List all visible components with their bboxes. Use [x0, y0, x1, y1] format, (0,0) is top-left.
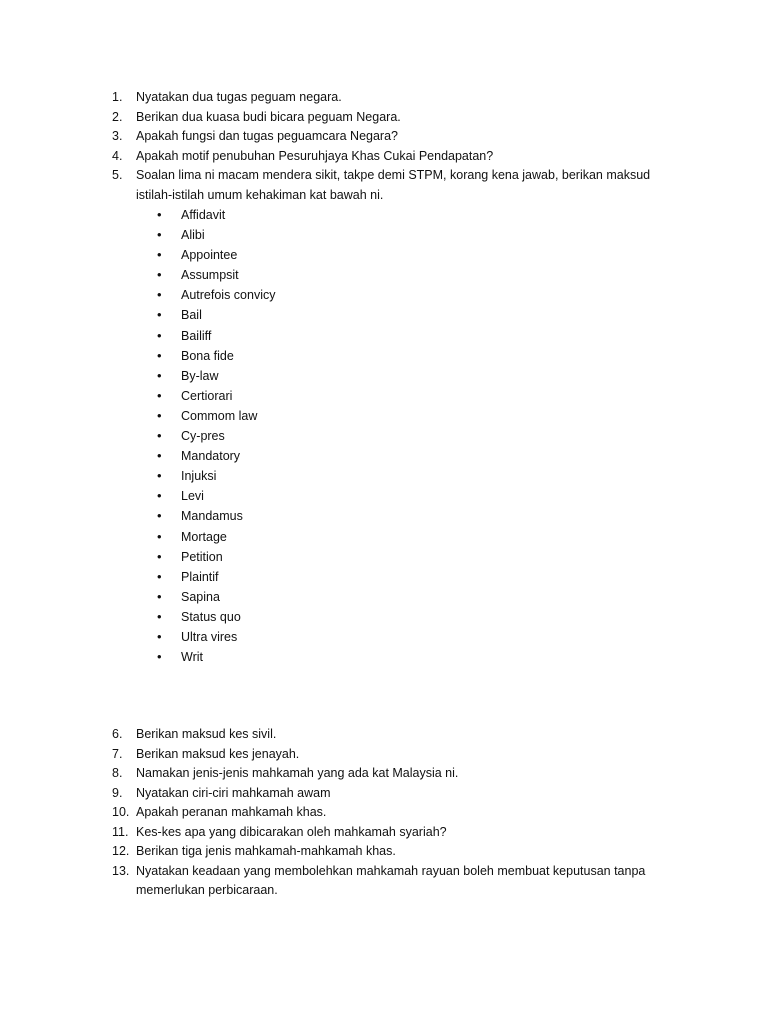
legal-term-item	[0, 607, 768, 627]
question-text: Apakah motif penubuhan Pesuruhjaya Khas Cukai Pendapatan?	[136, 148, 494, 163]
question-number: 2.	[112, 109, 123, 124]
legal-term-text: Autrefois convicy	[181, 288, 276, 303]
legal-term-text: Levi	[181, 489, 204, 504]
legal-term-text: Appointee	[181, 248, 238, 263]
question-text: Nyatakan ciri-ciri mahkamah awam	[136, 785, 331, 800]
bullet-icon: •	[157, 548, 162, 564]
bullet-icon: •	[157, 649, 162, 665]
bullet-icon: •	[157, 327, 162, 343]
bullet-icon: •	[157, 287, 162, 303]
legal-term-text: Petition	[181, 549, 223, 564]
question-item	[0, 803, 768, 823]
legal-term-item	[0, 486, 768, 506]
question-text: Berikan maksud kes sivil.	[136, 727, 277, 741]
question-text: Berikan maksud kes jenayah.	[136, 746, 300, 761]
legal-terms-list	[0, 205, 768, 667]
bullet-icon: •	[157, 407, 162, 423]
bullet-icon: •	[157, 347, 162, 363]
legal-term-text: Writ	[181, 650, 203, 665]
question-item	[0, 166, 768, 205]
legal-term-text: Sapina	[181, 589, 220, 604]
bullet-icon: •	[157, 428, 162, 444]
bullet-icon: •	[157, 247, 162, 263]
question-text: Kes-kes apa yang dibicarakan oleh mahkamah syariah?	[136, 824, 447, 839]
question-text: Berikan dua kuasa budi bicara peguam Negara.	[136, 109, 401, 124]
bullet-icon: •	[157, 608, 162, 624]
question-text: Apakah peranan mahkamah khas.	[136, 805, 327, 819]
question-item	[0, 88, 768, 108]
question-number: 10.	[112, 805, 130, 819]
legal-term-item	[0, 527, 768, 547]
question-item	[0, 745, 768, 765]
bullet-icon: •	[157, 468, 162, 484]
question-text: Soalan lima ni macam mendera sikit, takpe demi STPM, korang kena jawab, berikan maksud istilah-istilah umum kehakiman kat bawah ni.	[136, 168, 651, 202]
question-text: Nyatakan keadaan yang membolehkan mahkamah rayuan boleh membuat keputusan tanpa memerlukan perbicaraan.	[136, 863, 646, 897]
bullet-icon: •	[157, 367, 162, 383]
question-number: 5.	[112, 168, 123, 182]
question-number: 8.	[112, 766, 123, 780]
legal-term-text: Affidavit	[181, 208, 226, 222]
legal-term-item	[0, 426, 768, 446]
legal-term-item	[0, 587, 768, 607]
legal-term-item	[0, 285, 768, 305]
legal-term-text: Alibi	[181, 228, 205, 243]
legal-term-item	[0, 225, 768, 245]
bullet-icon: •	[157, 227, 162, 243]
legal-term-text: Status quo	[181, 609, 241, 624]
bullet-icon: •	[157, 488, 162, 504]
legal-term-text: Bail	[181, 308, 202, 323]
legal-term-text: Bailiff	[181, 328, 212, 343]
legal-term-item	[0, 326, 768, 346]
legal-term-item	[0, 506, 768, 526]
question-text: Apakah fungsi dan tugas peguamcara Negara?	[136, 129, 398, 143]
legal-term-text: Commom law	[181, 408, 258, 423]
legal-term-text: Injuksi	[181, 469, 217, 484]
legal-term-text: Plaintif	[181, 569, 219, 584]
legal-term-item	[0, 205, 768, 225]
question-number: 9.	[112, 785, 123, 800]
legal-term-text: Cy-pres	[181, 429, 225, 444]
bullet-icon: •	[157, 448, 162, 464]
legal-term-item	[0, 305, 768, 325]
legal-term-item	[0, 567, 768, 587]
question-item	[0, 725, 768, 745]
legal-term-item	[0, 245, 768, 265]
bullet-icon: •	[157, 568, 162, 584]
bullet-icon: •	[157, 387, 162, 403]
question-item	[0, 862, 768, 901]
question-number: 13.	[112, 863, 130, 878]
question-list-part2	[0, 725, 768, 901]
question-text: Nyatakan dua tugas peguam negara.	[136, 90, 342, 104]
question-item	[0, 842, 768, 862]
legal-term-text: Mandamus	[181, 509, 243, 524]
question-item	[0, 147, 768, 167]
legal-term-item	[0, 627, 768, 647]
question-text: Berikan tiga jenis mahkamah-mahkamah khas.	[136, 844, 396, 858]
legal-term-item	[0, 366, 768, 386]
legal-term-text: Mortage	[181, 529, 227, 544]
question-number: 12.	[112, 844, 130, 858]
question-item	[0, 108, 768, 128]
bullet-icon: •	[157, 508, 162, 524]
bullet-icon: •	[157, 207, 162, 222]
bullet-icon: •	[157, 267, 162, 283]
legal-term-item	[0, 265, 768, 285]
question-number: 3.	[112, 129, 123, 143]
legal-term-text: Mandatory	[181, 449, 241, 464]
bullet-icon: •	[157, 307, 162, 323]
legal-term-text: Ultra vires	[181, 629, 238, 644]
question-item	[0, 784, 768, 804]
legal-term-item	[0, 406, 768, 426]
legal-term-item	[0, 647, 768, 667]
question-number: 11.	[112, 824, 129, 839]
bullet-icon: •	[157, 628, 162, 644]
question-number: 6.	[112, 727, 123, 741]
question-number: 7.	[112, 746, 123, 761]
question-text: Namakan jenis-jenis mahkamah yang ada kat Malaysia ni.	[136, 766, 459, 780]
legal-term-text: Assumpsit	[181, 268, 239, 283]
legal-term-item	[0, 446, 768, 466]
question-item	[0, 764, 768, 784]
legal-term-item	[0, 547, 768, 567]
question-item	[0, 823, 768, 843]
question-number: 4.	[112, 148, 123, 163]
legal-term-text: By-law	[181, 368, 219, 383]
legal-term-item	[0, 466, 768, 486]
question-list-part1	[0, 88, 768, 205]
question-number: 1.	[112, 90, 123, 104]
bullet-icon: •	[157, 528, 162, 544]
question-item	[0, 127, 768, 147]
legal-term-text: Bona fide	[181, 348, 234, 363]
bullet-icon: •	[157, 588, 162, 604]
legal-term-item	[0, 386, 768, 406]
legal-term-item	[0, 346, 768, 366]
legal-term-text: Certiorari	[181, 388, 233, 403]
